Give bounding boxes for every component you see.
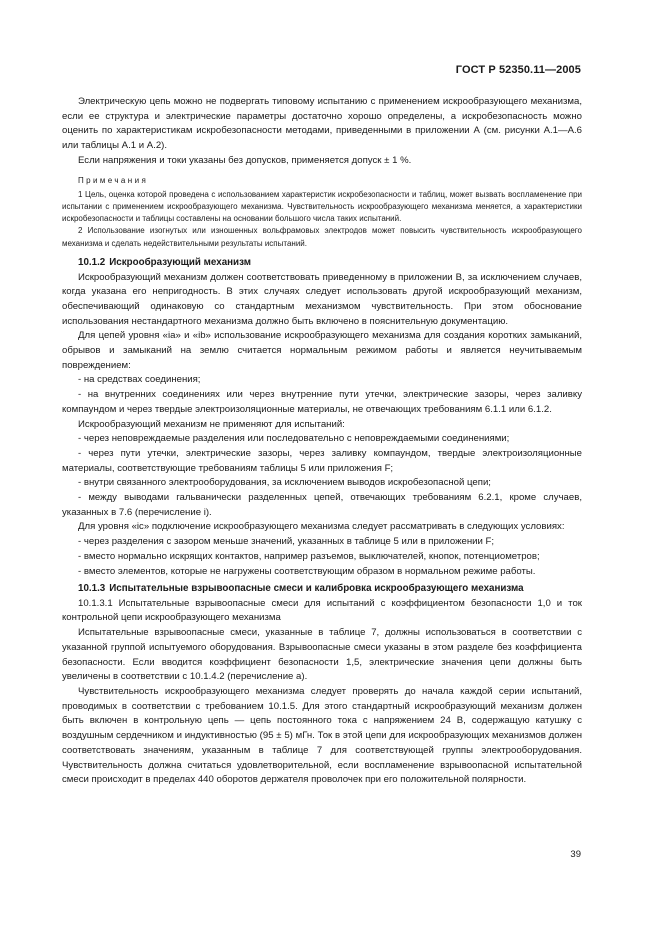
section-heading-10-1-3 [62, 582, 582, 597]
section-heading-10-1-2 [62, 256, 582, 271]
list-item: - вместо элементов, которые не нагружены соответствующим образом в нормальном режиме работы. [78, 565, 536, 577]
paragraph: Для цепей уровня «ia» и «ib» использование искрообразующего механизма для создания коротких замыканий, обрывов и замыканий на землю считается нормальным режимом работы и является неучитываемым повреждением: [62, 330, 582, 371]
section-number: 10.1.3 [78, 583, 106, 595]
section-number: 10.1.2 [78, 257, 106, 268]
page-number: 39 [570, 849, 581, 860]
list-item: - между выводами гальванически разделенных цепей, отвечающих требованиям 6.2.1, кроме случаев, указанных в 7.6 (перечисление i). [62, 492, 582, 518]
paragraph: Искрообразующий механизм должен соответствовать приведенному в приложении В, за исключением случаев, когда указана его непригодность. В этих случаях следует использовать другой искрообразующий механизм, обеспечивающий одинаковую со стандартным механизмом чувствительность. При этом обоснование использования нестандартного механизма должно быть включено в пояснительную документацию. [62, 271, 582, 327]
list-item: - на внутренних соединениях или через внутренние пути утечки, электрические зазоры, через заливку компаундом и через твердые электроизоляционные материалы, не отвечающих требованиям 6.1.1 или 6.1.2. [62, 389, 582, 415]
page-content [62, 95, 582, 788]
list-item: - внутри связанного электрооборудования, за исключением выводов искробезопасной цепи; [78, 477, 491, 489]
paragraph: Искрообразующий механизм не применяют для испытаний: [78, 418, 345, 430]
list-item: - вместо нормально искрящих контактов, например разъемов, выключателей, кнопок, потенциометров; [78, 550, 540, 562]
section-title: Испытательные взрывоопасные смеси и калибровка искрообразующего механизма [109, 583, 524, 595]
list-item: - на средствах соединения; [78, 374, 201, 386]
note-item: 1 Цель, оценка которой проведена с использованием характеристик искробезопасности и таблиц, может вызвать воспламенение при испытании с применением искрообразующего механизма. Чувствительность искрообразующего механизма меняется, а характеристики искробезопасности и таблицы составлены на основании большого числа таких испытаний. [62, 189, 582, 224]
paragraph: Чувствительность искрообразующего механизма следует проверять до начала каждой серии испытаний, проводимых в соответствии с требованием 10.1.5. Для этого стандартный искрообразующий механизм должен быть включен в контрольную цепь — цепь постоянного тока с напряжением 24 В, содержащую катушку с воздушным сердечником и индуктивностью (95 ± 5) мГн. Ток в этой цепи для искрообразующих механизмов должен соответствовать значениям, указанным в таблице 7 для соответствующей группы электрооборудования. Чувствительность должна считаться удовлетворительной, если воспламенение взрывоопасной испытательной смеси происходит в пределах 440 оборотов держателя проволочек при его положительной полярности. [62, 685, 582, 786]
notes-title: Примечания [78, 175, 149, 185]
paragraph: Испытательные взрывоопасные смеси, указанные в таблице 7, должны использоваться в соответствии с указанной группой испытуемого оборудования. Взрывоопасные смеси указаны в этом разделе без коэффициента безопасности. Если вводится коэффициент безопасности 1,5, электрические значения цепи должны быть увеличены в соответствии с 10.1.4.2 (перечисление а). [62, 627, 582, 683]
document-code: ГОСТ Р 52350.11—2005 [455, 64, 581, 76]
list-item: - через пути утечки, электрические зазоры, через заливку компаундом, твердые электроизоляционные материалы, соответствующие требованиям таблицы 5 или приложения F; [62, 447, 582, 474]
paragraph: Для уровня «ic» подключение искрообразующего механизма следует рассматривать в следующих условиях: [78, 521, 565, 533]
paragraph: Электрическую цепь можно не подвергать типовому испытанию с применением искрообразующего механизма, если ее структура и электрические параметры достаточно хорошо определены, а искробезопасность можно оценить по характеристикам искробезопасности методами, приведенными в приложении А (см. рисунки А.1—А.6 или таблицы А.1 и А.2). [62, 96, 582, 152]
paragraph: Если напряжения и токи указаны без допусков, применяется допуск ± 1 %. [78, 154, 412, 166]
note-item: 2 Использование изогнутых или изношенных вольфрамовых электродов может повысить чувствительность искрообразующего механизма и сделать недействительными результаты испытаний. [62, 226, 582, 248]
list-item: - через неповреждаемые разделения или последовательно с неповреждаемыми соединениями; [78, 433, 510, 445]
paragraph: 10.1.3.1 Испытательные взрывоопасные смеси для испытаний с коэффициентом безопасности 1,0 и ток контрольной цепи искрообразующего механизма [62, 597, 582, 624]
list-item: - через разделения с зазором меньше значений, указанных в таблице 5 или в приложении F; [78, 536, 495, 548]
section-title: Искрообразующий механизм [109, 257, 251, 268]
